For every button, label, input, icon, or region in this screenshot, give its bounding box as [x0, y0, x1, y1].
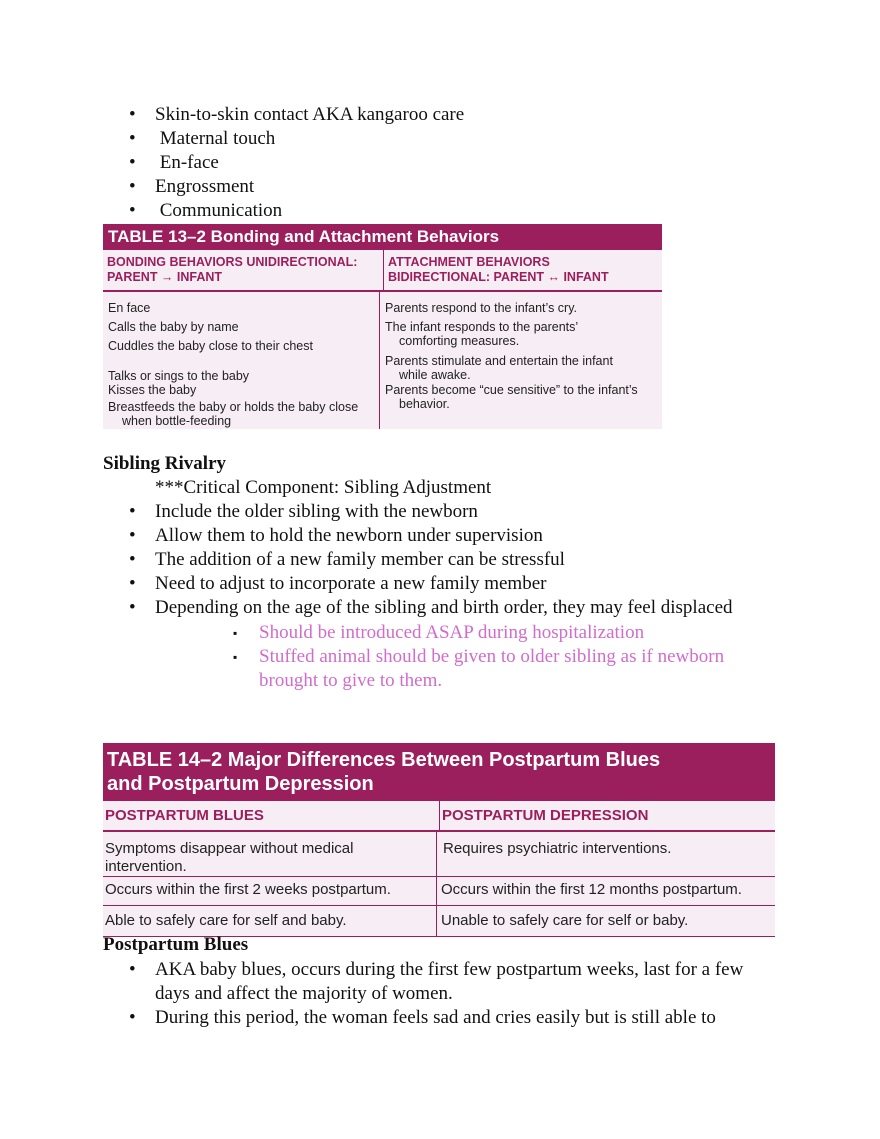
bullet-icon: • — [129, 501, 136, 522]
bullet-icon: • — [129, 128, 136, 149]
table-cell: Talks or sings to the baby — [108, 369, 250, 383]
table-cell: Kisses the baby — [108, 383, 197, 397]
list-item: ▪ Stuffed animal should be given to older sibling as if newborn — [233, 646, 725, 667]
list-item: • The addition of a new family member can be stressful — [129, 549, 565, 570]
list-item: • During this period, the woman feels sad and cries easily but is still able to — [129, 1007, 716, 1028]
sibling-sub-bullet-list — [233, 621, 725, 693]
table-cell: Occurs within the first 12 months postpartum. — [441, 881, 742, 898]
postpartum-blues-heading: Postpartum Blues — [103, 934, 249, 955]
table-cell: Parents stimulate and entertain the infant while awake. — [385, 354, 613, 382]
table-cell: Able to safely care for self and baby. — [103, 906, 437, 936]
table-title: TABLE 13–2 Bonding and Attachment Behaviors — [103, 224, 662, 250]
square-bullet-icon: ▪ — [233, 626, 238, 640]
column-header-blues: POSTPARTUM BLUES — [103, 801, 440, 830]
table-header-row — [103, 801, 775, 832]
table-title: TABLE 14–2 Major Differences Between Postpartum Blues and Postpartum Depression — [103, 743, 775, 801]
list-item: • Engrossment — [129, 176, 255, 197]
bonding-attachment-table — [103, 224, 662, 429]
bullet-icon: • — [129, 597, 136, 618]
list-item: • Need to adjust to incorporate a new family member — [129, 573, 547, 594]
column-header-bonding: BONDING BEHAVIORS UNIDIRECTIONAL: PARENT → INFANT — [103, 250, 384, 290]
list-item: • AKA baby blues, occurs during the first few postpartum weeks, last for a few days and affect the majority of women. — [129, 959, 744, 1004]
list-item: brought to give to them. — [259, 670, 443, 691]
top-bullet-list — [129, 103, 465, 223]
blues-bullet-list — [129, 958, 755, 1030]
table-header-row — [103, 250, 662, 292]
bullet-icon: • — [129, 104, 136, 125]
sibling-bullet-list — [129, 500, 733, 620]
bonding-column — [103, 292, 380, 429]
table-cell: Unable to safely care for self or baby. — [441, 912, 689, 929]
bullet-icon: • — [129, 959, 136, 980]
list-item: • Communication — [129, 200, 283, 221]
list-item: • Allow them to hold the newborn under supervision — [129, 525, 543, 546]
column-header-attachment: ATTACHMENT BEHAVIORS BIDIRECTIONAL: PARENT ↔ INFANT — [388, 255, 609, 284]
table-row — [103, 832, 775, 877]
critical-component-note: ***Critical Component: Sibling Adjustment — [155, 477, 492, 498]
attachment-column — [380, 292, 662, 429]
column-header-depression: POSTPARTUM DEPRESSION — [442, 807, 649, 824]
table-cell: Requires psychiatric interventions. — [443, 840, 672, 857]
table-cell: Occurs within the first 2 weeks postpartum. — [103, 877, 437, 905]
table-cell: Cuddles the baby close to their chest — [108, 339, 313, 353]
bullet-icon: • — [129, 549, 136, 570]
table-cell: Symptoms disappear without medical intervention. — [103, 832, 437, 876]
list-item: • Depending on the age of the sibling and birth order, they may feel displaced — [129, 597, 733, 618]
list-item: • En-face — [129, 152, 219, 173]
table-cell: Parents become “cue sensitive” to the infant’s behavior. — [385, 383, 638, 411]
list-item: • Skin-to-skin contact AKA kangaroo care — [129, 104, 465, 125]
table-cell: Breastfeeds the baby or holds the baby close when bottle-feeding — [108, 400, 359, 428]
list-item: ▪ Should be introduced ASAP during hospitalization — [233, 622, 645, 643]
table-cell: Parents respond to the infant’s cry. — [385, 301, 578, 315]
sibling-rivalry-heading: Sibling Rivalry — [103, 453, 226, 474]
square-bullet-icon: ▪ — [233, 650, 238, 664]
list-item: • Include the older sibling with the newborn — [129, 501, 478, 522]
bullet-icon: • — [129, 573, 136, 594]
postpartum-differences-table — [103, 743, 775, 937]
bullet-icon: • — [129, 525, 136, 546]
table-cell: En face — [108, 301, 151, 315]
table-body — [103, 292, 662, 429]
list-item: • Maternal touch — [129, 128, 276, 149]
bullet-icon: • — [129, 200, 136, 221]
bullet-icon: • — [129, 152, 136, 173]
table-cell: The infant responds to the parents’ comforting measures. — [385, 320, 579, 348]
table-cell: Calls the baby by name — [108, 320, 239, 334]
bullet-icon: • — [129, 1007, 136, 1028]
bullet-icon: • — [129, 176, 136, 197]
table-row — [103, 877, 775, 905]
